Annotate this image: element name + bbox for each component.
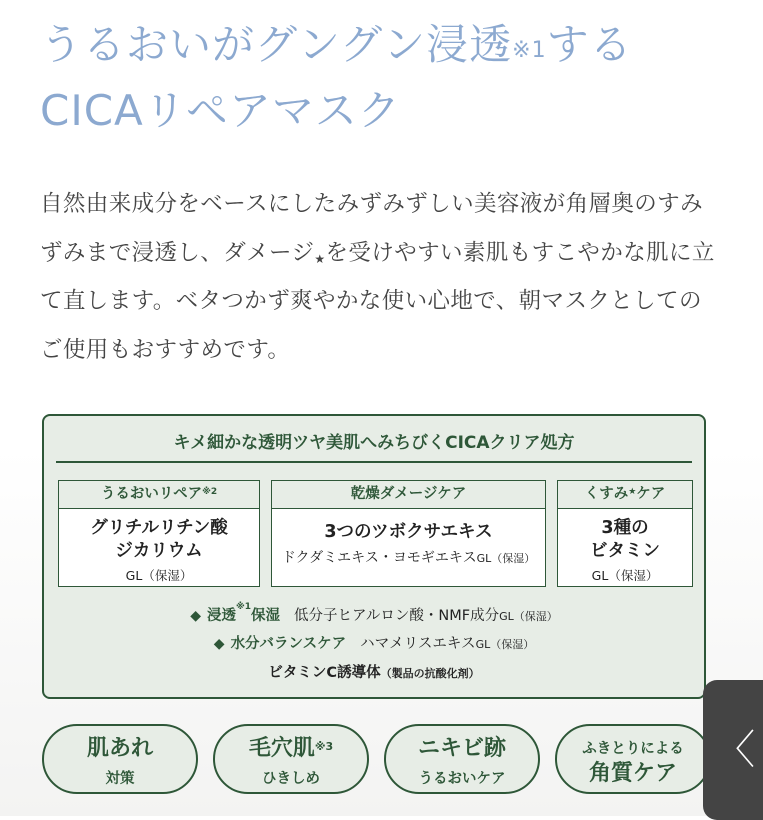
product-headline	[40, 12, 730, 144]
footnote-mark: ※1	[512, 38, 547, 63]
star-mark: ★	[314, 251, 326, 266]
note-vitamin-c: ビタミンC誘導体（製品の抗酸化剤）	[268, 665, 480, 681]
benefit-acne-marks: ニキビ跡 うるおいケア	[384, 724, 540, 794]
title-divider	[56, 461, 692, 463]
ingredient-column-dryness	[271, 480, 546, 587]
ingredient-note: GL（保湿）	[591, 568, 659, 583]
benefit-pores: 毛穴肌$^{※3}$ ひきしめ	[213, 724, 369, 794]
ingredient-note: ドクダミエキス・ヨモギエキスGL（保湿）	[281, 550, 536, 566]
ingredient-column-dullness	[557, 480, 693, 587]
chevron-left-icon: 〈	[715, 727, 755, 773]
note-water-balance: ◆ 水分バランスケア ハマメリスエキスGL（保湿）	[213, 636, 535, 652]
headline-line-2: CICAリペアマスク	[40, 86, 401, 135]
ingredient-note: GL（保湿）	[125, 568, 193, 583]
ingredient-name: 3つのツボクサエキス	[324, 522, 493, 542]
headline-line-1: うるおいがグングン浸透$^{※1}$する	[40, 20, 633, 69]
formula-title: キメ細かな透明ツヤ美肌へみちびくCICAクリア処方	[173, 433, 575, 453]
ingredient-name: グリチルリチン酸 ジカリウム	[90, 518, 228, 561]
column-heading: うるおいリペア$^{※2}$	[59, 481, 259, 509]
benefit-exfoliation: ふきとりによる 角質ケア	[555, 724, 711, 794]
diamond-icon: ◆	[190, 608, 201, 624]
column-heading: 乾燥ダメージケア	[272, 481, 545, 509]
star-mark: ★	[628, 487, 637, 497]
previous-slide-button[interactable]	[703, 680, 763, 820]
cica-formula-panel	[42, 414, 706, 699]
note-penetration-moisture: ◆ 浸透$^{※1}$保湿 低分子ヒアルロン酸・NMF成分GL（保湿）	[190, 602, 558, 624]
ingredient-column-repair	[58, 480, 260, 587]
product-description: 自然由来成分をベースにしたみずみずしい美容液が角層奥のすみずみまで浸透し、ダメージ★を受けやすい素肌もすこやかな肌に立て直します。ベタつかず爽やかな使い心地で、朝マスクとしてのご使用もおすすめです。	[40, 191, 715, 363]
benefit-rough-skin: 肌あれ 対策	[42, 724, 198, 794]
column-heading: くすみ★ケア	[558, 481, 692, 509]
ingredient-name: 3種の ビタミン	[590, 518, 660, 561]
diamond-icon: ◆	[213, 636, 225, 652]
